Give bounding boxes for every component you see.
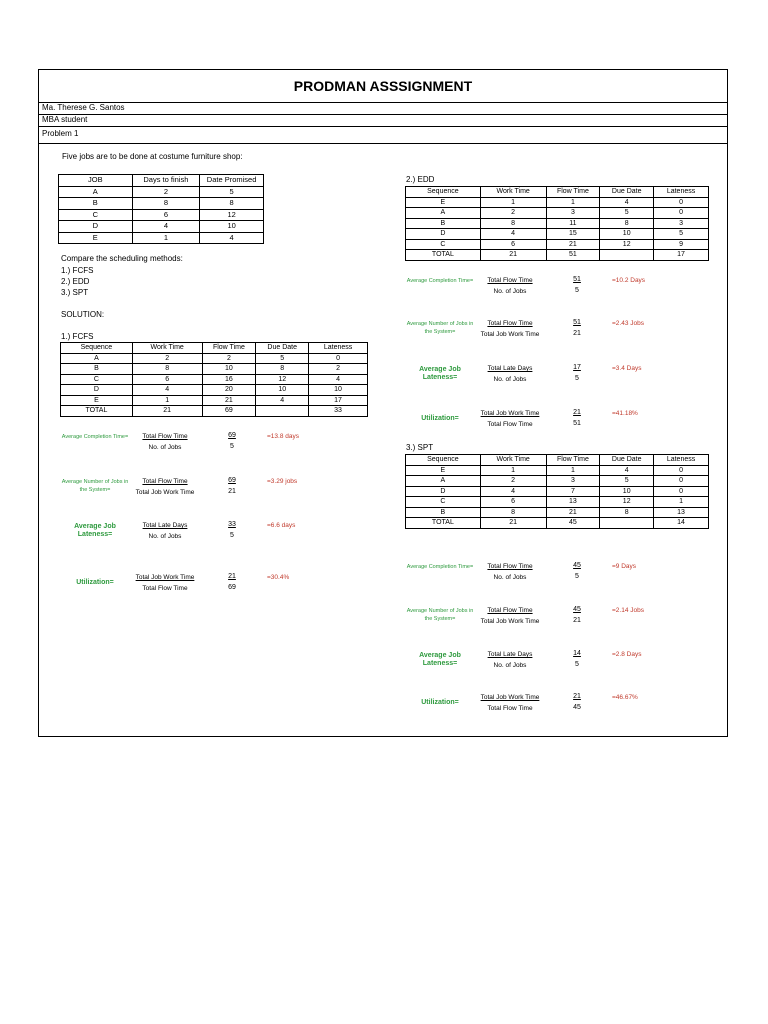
table-row-cell: 3	[546, 476, 600, 487]
table-row-cell: 6	[480, 239, 546, 250]
util-denominator: 69	[228, 584, 236, 591]
util-numerator-label: Total Job Work Time	[135, 574, 195, 581]
page-title: PRODMAN ASSSIGNMENT	[293, 78, 473, 94]
acct-numerator-label: Total Flow Time	[142, 433, 188, 440]
table-row-cell: 7	[546, 486, 600, 497]
util-result: =30.4%	[267, 574, 290, 581]
ajl-denominator: 5	[575, 661, 579, 668]
anj-result: =3.29 jobs	[267, 478, 298, 485]
acct-result: =10.2 Days	[612, 277, 646, 284]
table-row-cell: 15	[546, 229, 600, 240]
table-total-row-cell: 21	[480, 518, 546, 529]
table-row-cell: 1	[480, 197, 546, 208]
table-row-cell: 9	[654, 239, 709, 250]
job-row-cell: 8	[132, 198, 200, 210]
table-row-cell: 16	[202, 374, 256, 385]
table-header-row-cell: Due Date	[256, 343, 309, 354]
table-row-cell: 10	[256, 385, 309, 396]
table-row-cell: 12	[600, 497, 654, 508]
table-row-cell: 6	[132, 374, 202, 385]
table-row-cell: 1	[546, 465, 600, 476]
table-total-row-cell: 14	[654, 518, 709, 529]
acct-result: =9 Days	[612, 563, 637, 570]
table-row-cell: 12	[600, 239, 654, 250]
table-row-cell: 8	[480, 218, 546, 229]
job-row-cell: A	[59, 186, 133, 198]
table-row-cell: D	[406, 229, 481, 240]
table-row-cell: 5	[256, 353, 309, 364]
table-row-cell: B	[61, 364, 133, 375]
util-result: =46.67%	[612, 694, 638, 701]
ajl-label: Average Job Lateness=	[419, 366, 461, 381]
job-row-cell: E	[59, 232, 133, 244]
table-row-cell: 8	[256, 364, 309, 375]
anj-label: Average Number of Jobs in the System=	[406, 321, 474, 335]
table-row-cell: 0	[654, 465, 709, 476]
job-row-cell: 1	[132, 232, 200, 244]
table-row-cell: 0	[654, 208, 709, 219]
util-result: =41.18%	[612, 410, 638, 417]
table-header-row-cell: Sequence	[406, 187, 481, 198]
util-denominator-label: Total Flow Time	[487, 421, 533, 428]
acct-denominator: 5	[575, 573, 579, 580]
job-row	[59, 198, 264, 210]
table-row-cell: 3	[546, 208, 600, 219]
ajl-numerator-label: Total Late Days	[487, 651, 533, 658]
table-row	[406, 197, 709, 208]
anj-numerator: 69	[228, 477, 236, 484]
util-denominator: 45	[573, 704, 581, 711]
table-row-cell: 0	[654, 197, 709, 208]
table-total-row-cell: TOTAL	[406, 250, 481, 261]
table-total-row-cell: 33	[309, 406, 368, 417]
table-header-row-cell: Flow Time	[202, 343, 256, 354]
table-row-cell: 21	[202, 395, 256, 406]
table-row-cell: 4	[600, 197, 654, 208]
table-total-row-cell	[256, 406, 309, 417]
ajl-result: =3.4 Days	[612, 365, 642, 372]
util-denominator-label: Total Flow Time	[142, 585, 188, 592]
anj-label: Average Number of Jobs in the System=	[406, 608, 474, 622]
table-row-cell: 2	[480, 208, 546, 219]
anj-label: Average Number of Jobs in the System=	[61, 479, 129, 493]
table-row-cell: 1	[654, 497, 709, 508]
table-header-row-cell: Flow Time	[546, 455, 600, 466]
method-fcfs: 1.) FCFS	[61, 266, 94, 275]
util-denominator-label: Total Flow Time	[487, 705, 533, 712]
table-header-row-cell: Sequence	[406, 455, 481, 466]
table-row-cell: A	[61, 353, 133, 364]
table-row-cell: 2	[202, 353, 256, 364]
table-row-cell: E	[406, 197, 481, 208]
table-row-cell: A	[406, 208, 481, 219]
ajl-denominator: 5	[575, 375, 579, 382]
table-row-cell: 1	[132, 395, 202, 406]
table-row-cell: 10	[202, 364, 256, 375]
table-total-row-cell: 51	[546, 250, 600, 261]
table-row-cell: 21	[546, 239, 600, 250]
table-row-cell: 17	[309, 395, 368, 406]
acct-denominator-label: No. of Jobs	[148, 444, 182, 451]
table-row-cell: 4	[480, 229, 546, 240]
divider	[39, 143, 727, 144]
table-total-row-cell: 69	[202, 406, 256, 417]
anj-numerator: 51	[573, 319, 581, 326]
table-row	[61, 374, 368, 385]
table-row-cell: B	[406, 507, 481, 518]
table-row	[406, 229, 709, 240]
job-row-cell: 5	[200, 186, 264, 198]
job-row-cell: B	[59, 198, 133, 210]
table-row-cell: 1	[480, 465, 546, 476]
table-total-row-cell: 45	[546, 518, 600, 529]
student-name: Ma. Therese G. Santos	[42, 103, 125, 112]
ajl-result: =6.6 days	[267, 522, 296, 529]
table-row-cell: E	[406, 465, 481, 476]
anj-denominator-label: Total Job Work Time	[480, 618, 540, 625]
table-row-cell: 5	[654, 229, 709, 240]
job-row-cell: D	[59, 221, 133, 233]
ajl-label: Average Job Lateness=	[419, 652, 461, 667]
table-row-cell: 10	[309, 385, 368, 396]
table-header-row-cell: Work Time	[480, 187, 546, 198]
job-row-cell: 2	[132, 186, 200, 198]
table-total-row	[406, 250, 709, 261]
table-row-cell: 4	[480, 486, 546, 497]
job-row	[59, 232, 264, 244]
table-row-cell: 2	[132, 353, 202, 364]
table-header-row-cell: Flow Time	[546, 187, 600, 198]
table-row-cell: C	[406, 239, 481, 250]
table-row-cell: 4	[309, 374, 368, 385]
table-row-cell: D	[61, 385, 133, 396]
ajl-numerator-label: Total Late Days	[487, 365, 533, 372]
ajl-denominator-label: No. of Jobs	[493, 376, 527, 383]
util-label: Utilization=	[76, 579, 114, 586]
acct-numerator: 45	[573, 562, 581, 569]
table-total-row-cell: 21	[480, 250, 546, 261]
table-row-cell: C	[406, 497, 481, 508]
util-numerator: 21	[573, 409, 581, 416]
table-row-cell: 6	[480, 497, 546, 508]
table-row-cell: 8	[600, 507, 654, 518]
table-row	[61, 353, 368, 364]
student-role: MBA student	[42, 115, 88, 124]
util-numerator-label: Total Job Work Time	[480, 694, 540, 701]
table-row-cell: 10	[600, 486, 654, 497]
table-row-cell: 0	[654, 486, 709, 497]
ajl-denominator: 5	[230, 532, 234, 539]
job-row-cell: 4	[200, 232, 264, 244]
table-header-row-cell: Sequence	[61, 343, 133, 354]
util-label: Utilization=	[421, 415, 459, 422]
job-row-cell: C	[59, 209, 133, 221]
table-header-row	[59, 175, 264, 187]
table-row	[61, 364, 368, 375]
acct-label: Average Completion Time=	[61, 434, 129, 440]
acct-numerator-label: Total Flow Time	[487, 277, 533, 284]
ajl-numerator: 17	[573, 364, 581, 371]
problem-label: Problem 1	[42, 129, 79, 138]
job-row-cell: 6	[132, 209, 200, 221]
job-row	[59, 186, 264, 198]
table-row-cell: 8	[480, 507, 546, 518]
table-row-cell: 5	[600, 476, 654, 487]
table-row-cell: 10	[600, 229, 654, 240]
table-header-row	[61, 343, 368, 354]
table-total-row-cell: TOTAL	[406, 518, 481, 529]
anj-numerator-label: Total Flow Time	[487, 607, 533, 614]
spt-table	[405, 454, 709, 529]
table-header-row-cell: Lateness	[309, 343, 368, 354]
divider	[39, 102, 727, 103]
anj-numerator-label: Total Flow Time	[487, 320, 533, 327]
acct-denominator: 5	[575, 287, 579, 294]
job-row-cell: 10	[200, 221, 264, 233]
table-row-cell: 13	[654, 507, 709, 518]
table-header-row-cell: Work Time	[480, 455, 546, 466]
acct-denominator-label: No. of Jobs	[493, 574, 527, 581]
table-total-row-cell	[600, 518, 654, 529]
acct-label: Average Completion Time=	[406, 564, 474, 570]
table-row	[406, 486, 709, 497]
anj-denominator-label: Total Job Work Time	[135, 489, 195, 496]
table-row-cell: 1	[546, 197, 600, 208]
table-header-row-cell: Due Date	[600, 187, 654, 198]
acct-numerator: 69	[228, 432, 236, 439]
table-total-row-cell: TOTAL	[61, 406, 133, 417]
table-row-cell: 4	[600, 465, 654, 476]
table-row-cell: C	[61, 374, 133, 385]
table-row	[406, 476, 709, 487]
anj-denominator-label: Total Job Work Time	[480, 331, 540, 338]
anj-numerator-label: Total Flow Time	[142, 478, 188, 485]
table-header-row	[406, 187, 709, 198]
job-row-cell: 8	[200, 198, 264, 210]
table-row-cell: 12	[256, 374, 309, 385]
table-row-cell: 0	[309, 353, 368, 364]
table-row-cell: 8	[600, 218, 654, 229]
table-total-row	[406, 518, 709, 529]
job-row	[59, 221, 264, 233]
table-row-cell: 8	[132, 364, 202, 375]
job-row-cell: 4	[132, 221, 200, 233]
table-row	[406, 239, 709, 250]
problem-statement: Five jobs are to be done at costume furniture shop:	[62, 152, 243, 161]
table-row-cell: 13	[546, 497, 600, 508]
method-spt: 3.) SPT	[61, 288, 89, 297]
util-numerator: 21	[573, 693, 581, 700]
table-row-cell: 0	[654, 476, 709, 487]
table-row	[406, 208, 709, 219]
table-row	[406, 218, 709, 229]
table-row-cell: E	[61, 395, 133, 406]
table-total-row-cell: 21	[132, 406, 202, 417]
anj-result: =2.14 Jobs	[612, 607, 644, 614]
compare-text: Compare the scheduling methods:	[61, 254, 183, 263]
ajl-denominator-label: No. of Jobs	[148, 533, 182, 540]
solution-label: SOLUTION:	[61, 310, 105, 319]
fcfs-table	[60, 342, 368, 417]
table-row-cell: 20	[202, 385, 256, 396]
jobs-table	[58, 174, 264, 244]
fcfs-label: 1.) FCFS	[61, 332, 94, 341]
edd-table	[405, 186, 709, 261]
anj-denominator: 21	[573, 617, 581, 624]
anj-result: =2.43 Jobs	[612, 320, 644, 327]
edd-label: 2.) EDD	[406, 175, 435, 184]
anj-denominator: 21	[228, 488, 236, 495]
table-row	[61, 395, 368, 406]
table-header-row-cell: Work Time	[132, 343, 202, 354]
table-row-cell: 4	[256, 395, 309, 406]
util-denominator: 51	[573, 420, 581, 427]
table-row-cell: 2	[309, 364, 368, 375]
job-row	[59, 209, 264, 221]
ajl-numerator: 33	[228, 521, 236, 528]
acct-numerator: 51	[573, 276, 581, 283]
table-row-cell: 4	[132, 385, 202, 396]
ajl-denominator-label: No. of Jobs	[493, 662, 527, 669]
table-header-row-cell: Lateness	[654, 187, 709, 198]
acct-denominator: 5	[230, 443, 234, 450]
table-row-cell: 3	[654, 218, 709, 229]
divider	[39, 114, 727, 115]
ajl-result: =2.8 Days	[612, 651, 642, 658]
acct-denominator-label: No. of Jobs	[493, 288, 527, 295]
ajl-numerator: 14	[573, 650, 581, 657]
spt-label: 3.) SPT	[406, 443, 434, 452]
table-header-row-cell: Due Date	[600, 455, 654, 466]
table-row-cell: A	[406, 476, 481, 487]
table-row-cell: 21	[546, 507, 600, 518]
divider	[39, 126, 727, 127]
ajl-label: Average Job Lateness=	[74, 523, 116, 538]
table-total-row	[61, 406, 368, 417]
table-header-row	[406, 455, 709, 466]
util-numerator: 21	[228, 573, 236, 580]
table-row-cell: D	[406, 486, 481, 497]
anj-denominator: 21	[573, 330, 581, 337]
table-header-row-cell: JOB	[59, 175, 133, 187]
table-header-row-cell: Days to finish	[132, 175, 200, 187]
table-row-cell: 5	[600, 208, 654, 219]
table-row	[406, 465, 709, 476]
acct-result: =13.8 days	[267, 433, 299, 440]
table-header-row-cell: Date Promised	[200, 175, 264, 187]
table-row	[61, 385, 368, 396]
table-row	[406, 497, 709, 508]
acct-numerator-label: Total Flow Time	[487, 563, 533, 570]
util-label: Utilization=	[421, 699, 459, 706]
ajl-numerator-label: Total Late Days	[142, 522, 188, 529]
table-row-cell: 2	[480, 476, 546, 487]
acct-label: Average Completion Time=	[406, 278, 474, 284]
table-header-row-cell: Lateness	[654, 455, 709, 466]
table-total-row-cell: 17	[654, 250, 709, 261]
table-row	[406, 507, 709, 518]
util-numerator-label: Total Job Work Time	[480, 410, 540, 417]
table-row-cell: 11	[546, 218, 600, 229]
anj-numerator: 45	[573, 606, 581, 613]
table-total-row-cell	[600, 250, 654, 261]
job-row-cell: 12	[200, 209, 264, 221]
method-edd: 2.) EDD	[61, 277, 90, 286]
table-row-cell: B	[406, 218, 481, 229]
